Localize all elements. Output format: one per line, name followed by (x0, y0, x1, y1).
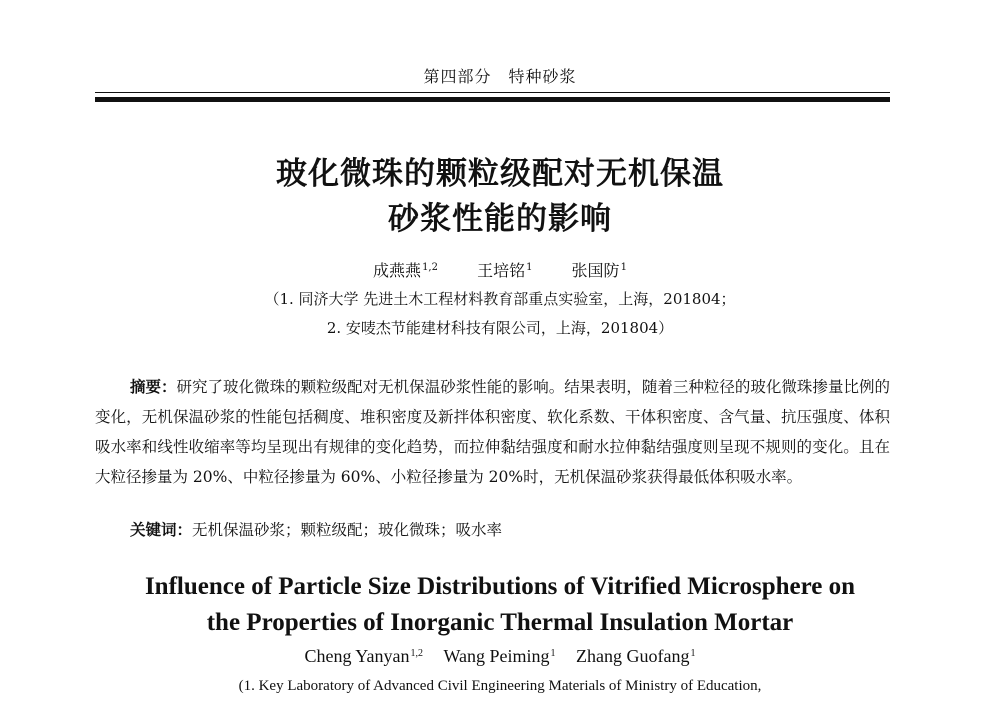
author-affil-mark: 1 (526, 262, 533, 273)
author-affil-mark: 1,2 (422, 262, 438, 273)
author-name: Zhang Guofang (576, 646, 690, 666)
keywords-label: 关键词： (130, 520, 193, 539)
abstract-text: 研究了玻化微珠的颗粒级配对无机保温砂浆性能的影响。结果表明，随着三种粒径的玻化微珠掺量比例的变化，无机保温砂浆的性能包括稠度、堆积密度及新拌体积密度、软化系数、干体积密度、含气量、抗压强度、体积吸水率和线性收缩率等均呈现出有规律的变化趋势，而拉伸黏结强度和耐水拉伸黏结强度则呈现不规则的变化。且在大粒径掺量为 20%、中粒径掺量为 60%、小粒径掺量为 20%时，无机保温砂浆获得最低体积吸水率。 (95, 378, 890, 486)
author-cn (572, 261, 627, 280)
author-affil-mark: 1 (550, 648, 556, 659)
author-en (444, 646, 556, 666)
title-en-line1: Influence of Particle Size Distributions of Vitrified Microsphere on (144, 573, 856, 600)
header-rule-thin (95, 92, 890, 93)
running-head: 第四部分 特种砂浆 (423, 67, 577, 86)
header-rule-thick (95, 97, 890, 102)
author-cn (373, 261, 438, 280)
keywords-text: 无机保温砂浆；颗粒级配；玻化微珠；吸水率 (192, 521, 503, 539)
author-en (304, 646, 423, 666)
title-cn-line1: 玻化微珠的颗粒级配对无机保温 (276, 156, 724, 192)
author-cn (477, 261, 532, 280)
abstract-label: 摘要： (130, 377, 177, 396)
abstract-cn (95, 372, 890, 492)
affiliation-cn-2: 2. 安唛杰节能建材科技有限公司，上海，201804） (326, 319, 674, 337)
author-affil-mark: 1 (690, 648, 696, 659)
keywords-cn (130, 518, 502, 540)
author-affil-mark: 1 (620, 262, 627, 273)
author-name: 王培铭 (477, 261, 526, 280)
author-en (576, 646, 695, 666)
title-cn-line2: 砂浆性能的影响 (388, 201, 612, 237)
title-en-line2: the Properties of Inorganic Thermal Insulation Mortar (206, 609, 794, 636)
affiliation-cn-1: （1. 同济大学 先进土木工程材料教育部重点实验室，上海，201804； (264, 290, 736, 308)
authors-en (0, 646, 1000, 667)
author-name: 成燕燕 (373, 261, 422, 280)
affiliation-en: (1. Key Laboratory of Advanced Civil Engineering Materials of Ministry of Education, (238, 678, 762, 694)
author-name: 张国防 (571, 261, 620, 280)
authors-cn (0, 258, 1000, 281)
author-name: Cheng Yanyan (304, 646, 410, 666)
author-name: Wang Peiming (443, 646, 550, 666)
author-affil-mark: 1,2 (410, 648, 423, 659)
